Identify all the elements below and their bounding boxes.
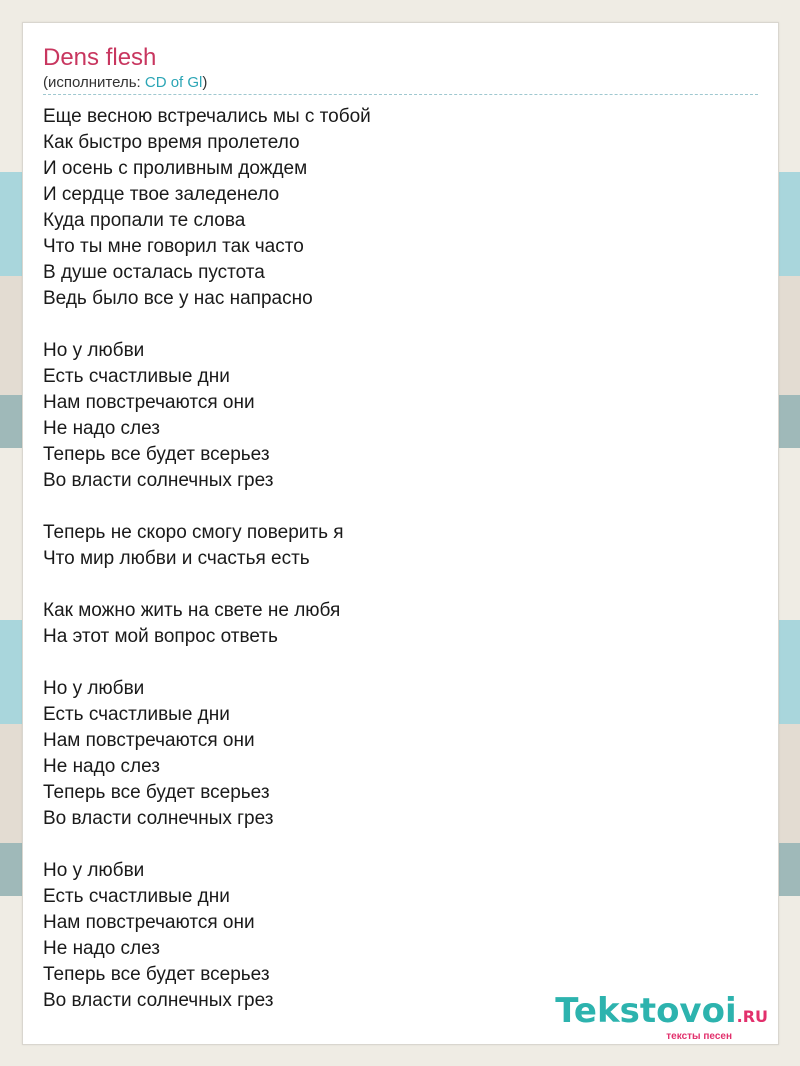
- lyrics-card: [22, 22, 779, 1045]
- lyric-line: В душе осталась пустота: [43, 262, 265, 283]
- lyric-line: Что ты мне говорил так часто: [43, 236, 304, 257]
- lyric-line: Нам повстречаются они: [43, 730, 255, 751]
- lyric-line: Есть счастливые дни: [43, 704, 230, 725]
- site-logo[interactable]: [555, 993, 768, 1042]
- lyrics-text: [43, 104, 743, 1014]
- artist-line: [43, 74, 207, 92]
- lyric-line: Не надо слез: [43, 418, 161, 439]
- lyric-line: Теперь все будет всерьез: [43, 444, 270, 465]
- lyric-line: Ведь было все у нас напрасно: [43, 288, 313, 309]
- lyric-line: Не надо слез: [43, 938, 161, 959]
- lyric-blank-line: [43, 650, 743, 676]
- divider: [43, 94, 758, 95]
- logo-name: Tekstovoi: [555, 991, 737, 1031]
- lyric-line: На этот мой вопрос ответь: [43, 626, 278, 647]
- lyric-line: Теперь не скоро смогу поверить я: [43, 522, 344, 543]
- lyric-line: Нам повстречаются они: [43, 392, 255, 413]
- artist-suffix: ): [202, 74, 208, 91]
- lyric-line: Не надо слез: [43, 756, 161, 777]
- lyric-line: Есть счастливые дни: [43, 886, 230, 907]
- artist-link[interactable]: CD of Gl: [144, 74, 203, 91]
- lyric-line: Что мир любви и счастья есть: [43, 548, 310, 569]
- lyric-line: Куда пропали те слова: [43, 210, 246, 231]
- lyric-line: Но у любви: [43, 678, 145, 699]
- lyric-blank-line: [43, 494, 743, 520]
- lyric-line: Как быстро время пролетело: [43, 132, 300, 153]
- lyric-line: Во власти солнечных грез: [43, 470, 274, 491]
- artist-prefix: (исполнитель:: [43, 74, 145, 91]
- song-title: Dens flesh: [43, 44, 157, 71]
- lyric-line: Нам повстречаются они: [43, 912, 255, 933]
- lyric-blank-line: [43, 312, 743, 338]
- lyric-line: Теперь все будет всерьез: [43, 782, 270, 803]
- lyric-line: Но у любви: [43, 860, 145, 881]
- logo-tagline: тексты песен: [666, 1031, 732, 1042]
- lyric-line: Есть счастливые дни: [43, 366, 230, 387]
- lyric-line: Еще весною встречались мы с тобой: [43, 106, 371, 127]
- lyric-line: И осень с проливным дождем: [43, 158, 308, 179]
- lyric-line: Как можно жить на свете не любя: [43, 600, 341, 621]
- lyric-line: Во власти солнечных грез: [43, 808, 274, 829]
- lyric-line: Во власти солнечных грез: [43, 990, 274, 1011]
- logo-tld: .RU: [736, 1007, 768, 1026]
- lyric-line: И сердце твое заледенело: [43, 184, 280, 205]
- lyric-blank-line: [43, 832, 743, 858]
- lyric-line: Но у любви: [43, 340, 145, 361]
- lyric-blank-line: [43, 572, 743, 598]
- lyric-line: Теперь все будет всерьез: [43, 964, 270, 985]
